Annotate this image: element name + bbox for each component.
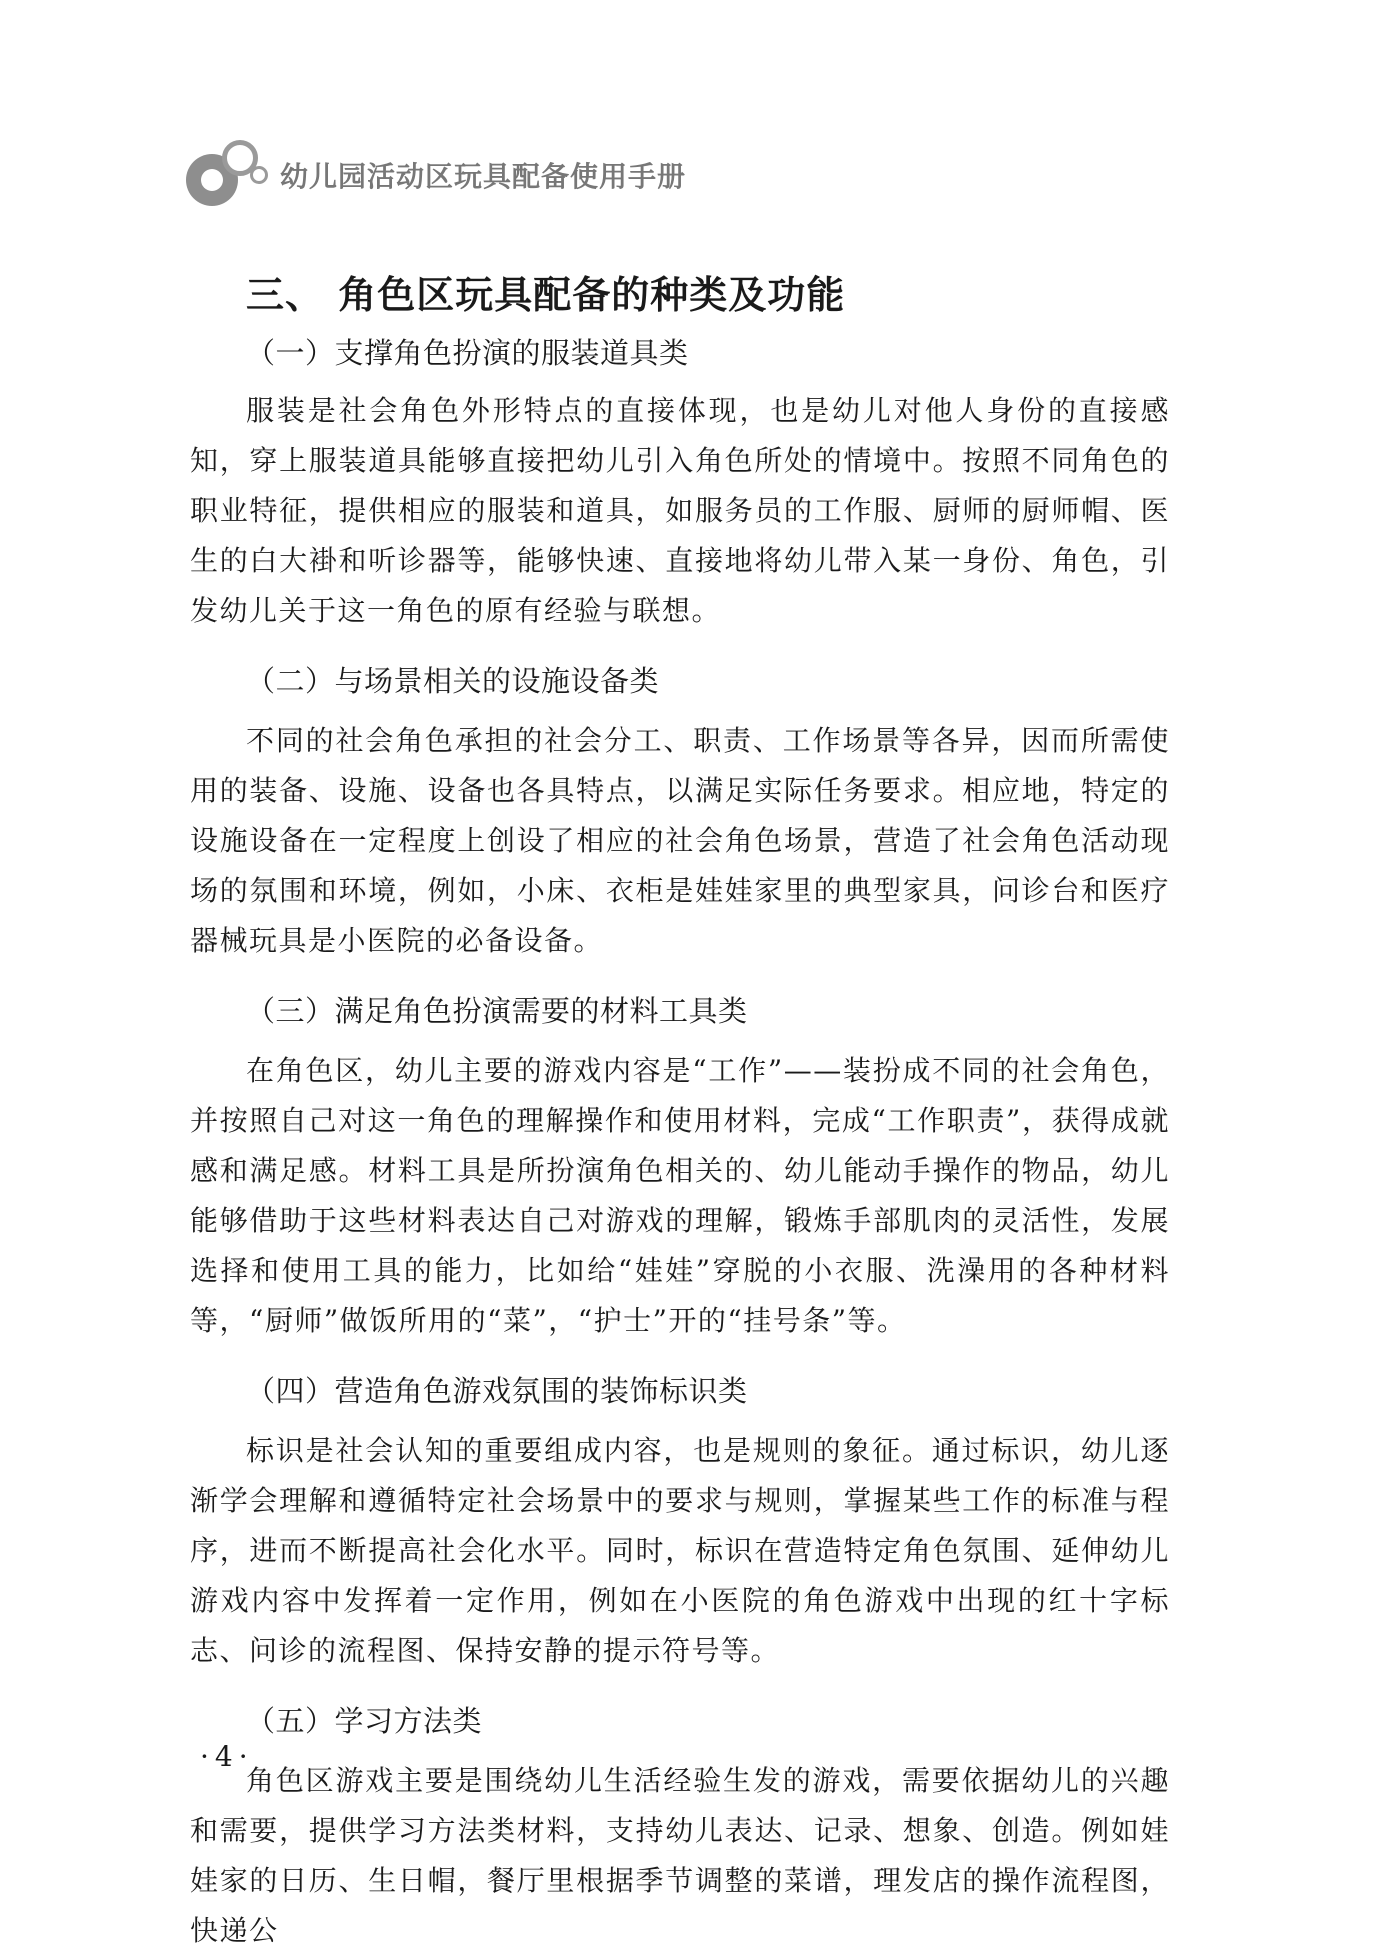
book-logo-icon <box>186 140 270 210</box>
running-header-title: 幼儿园活动区玩具配备使用手册 <box>280 160 687 193</box>
subsection-title: （四）营造角色游戏氛围的装饰标识类 <box>246 1374 748 1408</box>
subsection-title: （一）支撑角色扮演的服装道具类 <box>246 336 689 370</box>
paragraph: 在角色区，幼儿主要的游戏内容是“工作”——装扮成不同的社会角色，并按照自己对这一角色的理解操作和使用材料，完成“工作职责”，获得成就感和满足感。材料工具是所扮演角色相关的、幼儿能动手操作的物品，幼儿能够借助于这些材料表达自己对游戏的理解，锻炼手部肌肉的灵活性，发展选择和使用工具的能力，比如给“娃娃”穿脱的小衣服、洗澡用的各种材料等，“厨师”做饭所用的“菜”，“护士”开的“挂号条”等。 <box>190 1054 1170 1337</box>
paragraph: 不同的社会角色承担的社会分工、职责、工作场景等各异，因而所需使用的装备、设施、设备也各具特点，以满足实际任务要求。相应地，特定的设施设备在一定程度上创设了相应的社会角色场景，营造了社会角色活动现场的氛围和环境，例如，小床、衣柜是娃娃家里的典型家具，问诊台和医疗器械玩具是小医院的必备设备。 <box>190 724 1170 957</box>
paragraph: 服装是社会角色外形特点的直接体现，也是幼儿对他人身份的直接感知，穿上服装道具能够直接把幼儿引入角色所处的情境中。按照不同角色的职业特征，提供相应的服装和道具，如服务员的工作服、厨师的厨师帽、医生的白大褂和听诊器等，能够快速、直接地将幼儿带入某一身份、角色，引发幼儿关于这一角色的原有经验与联想。 <box>190 394 1170 627</box>
paragraph: 标识是社会认知的重要组成内容，也是规则的象征。通过标识，幼儿逐渐学会理解和遵循特定社会场景中的要求与规则，掌握某些工作的标准与程序，进而不断提高社会化水平。同时，标识在营造特定角色氛围、延伸幼儿游戏内容中发挥着一定作用，例如在小医院的角色游戏中出现的红十字标志、问诊的流程图、保持安静的提示符号等。 <box>190 1434 1170 1667</box>
subsection-title: （三）满足角色扮演需要的材料工具类 <box>246 994 748 1028</box>
paragraph: 角色区游戏主要是围绕幼儿生活经验生发的游戏，需要依据幼儿的兴趣和需要，提供学习方法类材料，支持幼儿表达、记录、想象、创造。例如娃娃家的日历、生日帽，餐厅里根据季节调整的菜谱，理发店的操作流程图，快递公 <box>190 1764 1170 1947</box>
subsection-title: （五）学习方法类 <box>246 1704 483 1738</box>
running-header <box>186 140 686 210</box>
page-number: ·4· <box>200 1740 254 1773</box>
page-body <box>190 268 1170 1956</box>
subsection-title: （二）与场景相关的设施设备类 <box>246 664 660 698</box>
section-title: 三、 角色区玩具配备的种类及功能 <box>246 273 846 317</box>
